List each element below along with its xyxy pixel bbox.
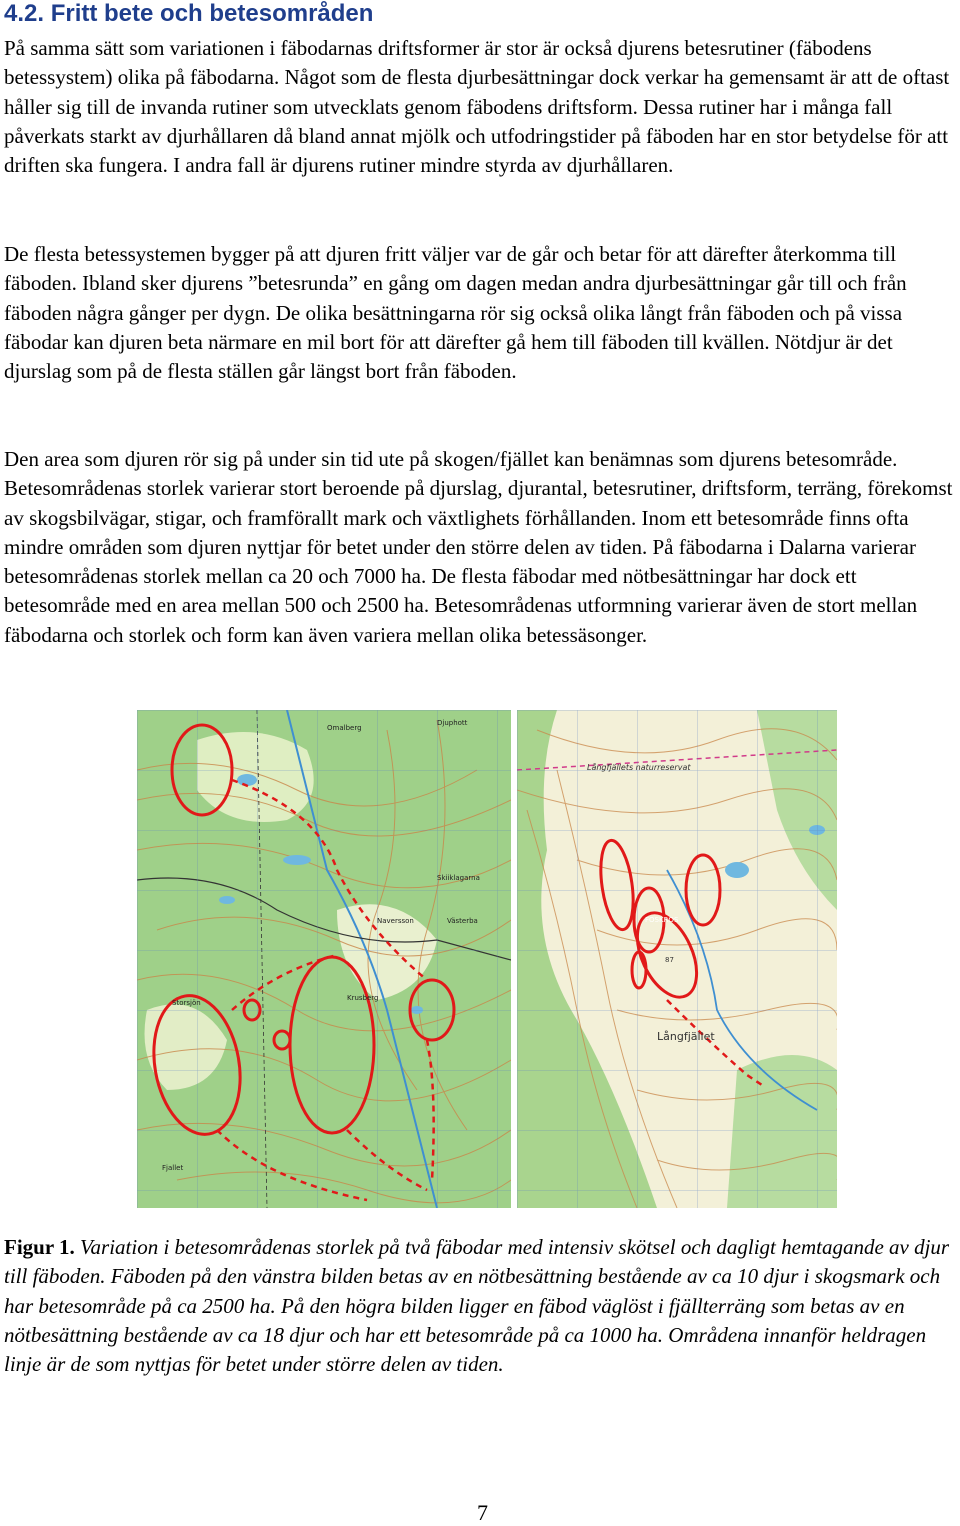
right-map-label: FOSKROS <box>645 916 679 924</box>
left-map-label: Krusberg <box>347 994 379 1002</box>
left-map-graphic <box>137 710 511 1208</box>
right-map-label: 87 <box>665 956 674 964</box>
left-map-label: Storsjön <box>172 999 201 1007</box>
figure-caption <box>4 1233 956 1379</box>
paragraph-3: Den area som djuren rör sig på under sin tid ute på skogen/fjället kan benämnas som djurens betesområde. Betesområdenas storlek varierar stort beroende på djurslag, djurantal, betesrutiner, driftsform, terräng, förekomst av skogsbilvägar, stigar, och framförallt mark och växtlighets förhållanden. Inom ett betesområde finns ofta mindre områden som djuren nyttjar för betet under den större delen av tiden. På fäbodarna i Dalarna varierar betesområdenas storlek mellan ca 20 och 7000 ha. De flesta fäbodar med nötbesättningar har dock ett betesområde med en area mellan 500 och 2500 ha. Betesområdenas utformning varierar även de stort mellan fäbodarna och storlek och form kan även variera mellan olika betessäsonger. <box>4 447 953 647</box>
left-map-label: Fjallet <box>162 1164 184 1172</box>
section-heading: 4.2. Fritt bete och betesområden <box>4 0 374 27</box>
right-map-label: Långfjällets naturreservat <box>587 763 691 772</box>
figure-maps <box>137 710 837 1208</box>
right-map-graphic <box>517 710 837 1208</box>
left-map-label: Djuphott <box>437 719 468 727</box>
caption-label: Figur 1. <box>4 1235 75 1259</box>
paragraph-1: På samma sätt som variationen i fäbodarnas driftsformer är stor är också djurens betesrutiner (fäbodens betessystem) olika på fäbodarna. Något som de flesta djurbesättningar dock verkar ha gemensamt är att de oftast håller sig till de invanda rutiner som utvecklats genom fäbodens driftsform. Dessa rutiner har i många fall påverkats starkt av djurhållaren då bland annat mjölk och utfodringstider på fäboden har en stor betydelse för att driften ska fungera. I andra fall är djurens rutiner mindre styrda av djurhållaren. <box>4 36 950 178</box>
paragraph-2: De flesta betessystemen bygger på att djuren fritt väljer var de går och betar för att därefter återkomma till fäboden. Ibland sker djurens ”betesrunda” en gång om dagen medan andra djurbesättningar går till och från fäboden några gånger per dygn. De olika besättningarna rör sig också olika långt från fäboden och på vissa fäbodar kan djuren beta närmare en mil bort för att därefter gå hem till fäboden till kvällen. Nötdjur är det djurslag som på de flesta ställen går längst bort från fäboden. <box>4 242 907 384</box>
right-map <box>517 710 837 1208</box>
left-map <box>137 710 511 1208</box>
right-map-label: Långfjället <box>657 1030 715 1043</box>
left-map-label: Västerba <box>447 917 478 925</box>
left-map-label: Skiiklagarna <box>437 874 480 882</box>
page-number: 7 <box>477 1500 488 1525</box>
left-map-label: Omalberg <box>327 724 362 732</box>
left-map-label: Naversson <box>377 917 414 925</box>
caption-text: Variation i betesområdenas storlek på två fäbodar med intensiv skötsel och dagligt hemtagande av djur till fäboden. Fäboden på den vänstra bilden betas av en nötbesättning bestående av ca 10 djur i skogsmark och har betesområde på ca 2500 ha. På den högra bilden ligger en fäbod väglöst i fjällterräng som betas av en nötbesättning bestående av ca 18 djur och har ett betesområde på ca 1000 ha. Områdena innanför heldragen linje är de som nyttjas för betet under större delen av tiden. <box>4 1235 950 1377</box>
